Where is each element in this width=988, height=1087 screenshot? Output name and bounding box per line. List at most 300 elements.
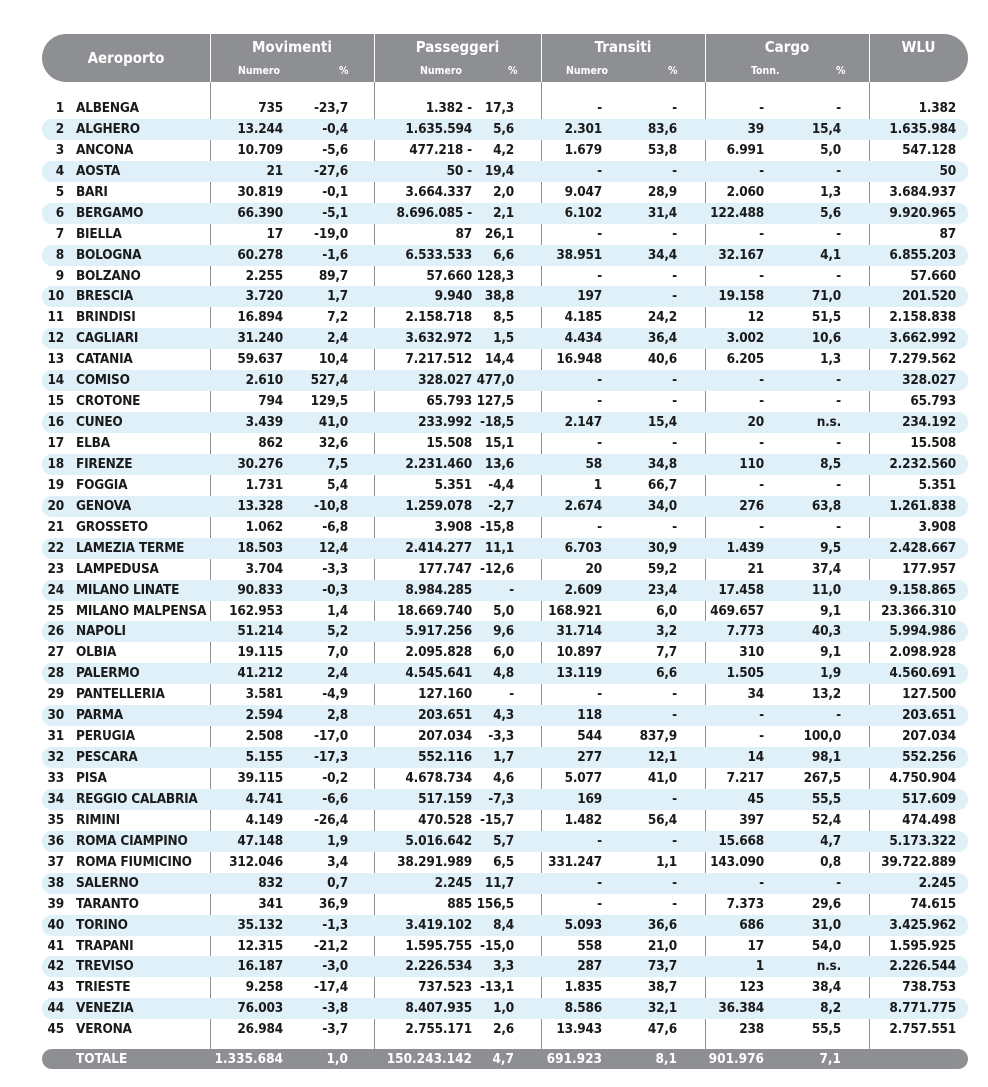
airport-name: TRAPANI — [76, 937, 134, 954]
cargo-pct: 5,6 — [820, 204, 841, 221]
transiti-pct: 34,8 — [647, 455, 677, 472]
airport-name: GROSSETO — [76, 518, 148, 535]
transiti-numero: 6.102 — [564, 204, 602, 221]
cargo-pct: 52,4 — [811, 811, 841, 828]
table-row — [42, 245, 968, 266]
table-row — [42, 852, 968, 873]
movimenti-numero: 341 — [258, 895, 283, 912]
row-number: 45 — [47, 1021, 64, 1038]
table-row — [42, 496, 968, 517]
movimenti-numero: 4.741 — [245, 790, 283, 807]
passeggeri-numero: 3.419.102 — [405, 916, 472, 933]
header-passeggeri: Passeggeri — [415, 38, 500, 56]
transiti-numero: 118 — [577, 707, 602, 724]
passeggeri-pct: 4,6 — [493, 770, 514, 786]
movimenti-numero: 18.503 — [237, 539, 283, 556]
transiti-pct: - — [672, 790, 677, 807]
movimenti-pct: -6,8 — [322, 518, 348, 535]
wlu-value: 203.651 — [902, 707, 956, 724]
table-row — [42, 266, 968, 287]
airport-name: ANCONA — [76, 141, 134, 158]
passeggeri-numero: 6.533.533 — [405, 246, 472, 263]
passeggeri-numero: 470.528 — [418, 811, 472, 828]
airport-name: PANTELLERIA — [76, 686, 165, 703]
passeggeri-numero: 3.664.337 — [405, 183, 472, 200]
airport-name: BIELLA — [76, 225, 122, 242]
passeggeri-pct: -15,0 — [479, 937, 514, 954]
cargo-pct: 100,0 — [803, 728, 841, 745]
wlu-value: 547.128 — [902, 141, 956, 158]
row-number: 38 — [47, 874, 64, 891]
cargo-tonn: - — [759, 225, 764, 242]
transiti-numero: 1.679 — [564, 141, 602, 158]
row-number: 34 — [47, 790, 64, 807]
passeggeri-pct: -2,7 — [488, 497, 514, 514]
passeggeri-numero: 2.095.828 — [405, 644, 472, 661]
transiti-numero: - — [597, 518, 602, 535]
row-number: 8 — [55, 246, 64, 263]
cargo-pct: 51,5 — [811, 309, 841, 326]
transiti-pct: 59,2 — [647, 560, 677, 577]
movimenti-numero: 41.212 — [237, 665, 283, 682]
transiti-numero: 5.093 — [564, 916, 602, 933]
airport-name: LAMPEDUSA — [76, 560, 159, 577]
table-row — [42, 538, 968, 559]
transiti-numero: 558 — [577, 937, 602, 954]
transiti-numero: 1.835 — [564, 979, 602, 996]
movimenti-numero: 5.155 — [245, 749, 283, 766]
row-number: 17 — [47, 435, 64, 451]
wlu-value: 1.595.925 — [889, 937, 956, 954]
row-number: 33 — [47, 770, 64, 786]
airport-name: TRIESTE — [76, 979, 131, 996]
passeggeri-numero: 3.632.972 — [405, 330, 472, 347]
cargo-tonn: - — [759, 874, 764, 891]
row-number: 4 — [55, 162, 64, 179]
movimenti-pct: -21,2 — [313, 937, 348, 954]
wlu-value: 2.158.838 — [889, 309, 956, 326]
cargo-tonn: - — [759, 707, 764, 724]
transiti-pct: 47,6 — [647, 1021, 677, 1038]
airport-name: BOLZANO — [76, 267, 141, 284]
cargo-pct: - — [836, 162, 841, 179]
wlu-value: 2.757.551 — [889, 1021, 956, 1038]
header-wlu: WLU — [901, 38, 936, 56]
cargo-pct: 55,5 — [811, 1021, 841, 1038]
passeggeri-numero: 5.016.642 — [405, 832, 472, 849]
row-number: 21 — [47, 518, 64, 535]
transiti-pct: 53,8 — [647, 141, 677, 158]
subheader-cargo-pct: % — [836, 65, 846, 77]
cargo-tonn: 36.384 — [718, 1000, 764, 1017]
passeggeri-pct: 5,6 — [493, 120, 514, 137]
row-number: 9 — [55, 267, 64, 284]
subheader-cargo-tonn: Tonn. — [751, 65, 780, 77]
passeggeri-pct: 2,0 — [493, 183, 514, 200]
passeggeri-pct: 6,6 — [493, 246, 514, 263]
cargo-tonn: 34 — [747, 686, 764, 703]
airport-name: ELBA — [76, 435, 110, 451]
subheader-trans-numero: Numero — [566, 65, 609, 77]
passeggeri-numero: 8.696.085 - — [396, 204, 472, 221]
airport-stats-table — [42, 34, 968, 1067]
cargo-pct: 63,8 — [811, 497, 841, 514]
movimenti-pct: -23,7 — [313, 100, 348, 116]
transiti-numero: 13.119 — [556, 665, 602, 682]
table-row — [42, 894, 968, 915]
cargo-tonn: 17 — [747, 937, 764, 954]
airport-name: TREVISO — [76, 958, 134, 975]
airport-name: BOLOGNA — [76, 246, 142, 263]
row-number: 3 — [55, 141, 64, 158]
table-row — [42, 956, 968, 977]
movimenti-pct: 89,7 — [318, 267, 348, 284]
cargo-pct: 9,5 — [820, 539, 841, 556]
airport-name: BRESCIA — [76, 288, 134, 305]
airport-name: PERUGIA — [76, 728, 135, 745]
table-row — [42, 726, 968, 747]
wlu-value: 7.279.562 — [889, 351, 956, 368]
table-row — [42, 224, 968, 245]
movimenti-pct: 2,8 — [327, 707, 348, 724]
passeggeri-pct: 6,0 — [493, 644, 514, 661]
row-number: 36 — [47, 832, 64, 849]
cargo-tonn: 7.373 — [726, 895, 764, 912]
transiti-numero: 16.948 — [556, 351, 602, 368]
transiti-numero: - — [597, 874, 602, 891]
passeggeri-numero: 233.992 — [418, 414, 472, 431]
cargo-pct: 37,4 — [811, 560, 841, 577]
transiti-pct: - — [672, 518, 677, 535]
movimenti-pct: 7,0 — [327, 644, 348, 661]
table-row — [42, 517, 968, 538]
passeggeri-pct: 156,5 — [476, 895, 514, 912]
row-number: 24 — [47, 581, 64, 598]
passeggeri-numero: 50 - — [446, 162, 472, 179]
airport-name: OLBIA — [76, 644, 117, 661]
row-number: 18 — [47, 455, 64, 472]
cargo-pct: 71,0 — [811, 288, 841, 305]
passeggeri-numero: 207.034 — [418, 728, 472, 745]
cargo-pct: 8,2 — [820, 1000, 841, 1017]
movimenti-numero: 51.214 — [237, 623, 283, 640]
movimenti-numero: 30.819 — [237, 183, 283, 200]
transiti-numero: 2.674 — [564, 497, 602, 514]
movimenti-pct: 2,4 — [327, 330, 348, 347]
passeggeri-numero: 328.027 — [418, 372, 472, 389]
transiti-numero: 2.301 — [564, 120, 602, 137]
transiti-pct: 38,7 — [647, 979, 677, 996]
airport-name: ROMA CIAMPINO — [76, 832, 188, 849]
transiti-pct: - — [672, 832, 677, 849]
airport-name: VENEZIA — [76, 1000, 134, 1017]
movimenti-numero: 66.390 — [237, 204, 283, 221]
wlu-value: 1.261.838 — [889, 497, 956, 514]
passeggeri-pct: - — [509, 581, 514, 598]
movimenti-numero: 735 — [258, 100, 283, 116]
cargo-tonn: 143.090 — [710, 853, 764, 870]
transiti-pct: 34,4 — [647, 246, 677, 263]
passeggeri-pct: - — [509, 686, 514, 703]
movimenti-numero: 30.276 — [237, 455, 283, 472]
transiti-pct: 73,7 — [647, 958, 677, 975]
wlu-value: 4.750.904 — [889, 770, 956, 786]
passeggeri-numero: 517.159 — [418, 790, 472, 807]
table-row — [42, 328, 968, 349]
cargo-pct: - — [836, 393, 841, 410]
movimenti-numero: 26.984 — [237, 1021, 283, 1038]
cargo-pct: - — [836, 100, 841, 116]
movimenti-numero: 60.278 — [237, 246, 283, 263]
cargo-tonn: 2.060 — [726, 183, 764, 200]
movimenti-pct: -0,3 — [322, 581, 348, 598]
totale-label: TOTALE — [76, 1051, 128, 1067]
movimenti-pct: 7,2 — [327, 309, 348, 326]
movimenti-pct: 1,9 — [327, 832, 348, 849]
table-row — [42, 161, 968, 182]
airport-name: BRINDISI — [76, 309, 136, 326]
cargo-tonn: - — [759, 100, 764, 116]
cargo-tonn: 469.657 — [710, 602, 764, 619]
cargo-tonn: 32.167 — [718, 246, 764, 263]
transiti-numero: 4.185 — [564, 309, 602, 326]
wlu-value: 87 — [939, 225, 956, 242]
table-row — [42, 98, 968, 119]
passeggeri-numero: 87 — [455, 225, 472, 242]
movimenti-pct: -0,2 — [322, 770, 348, 786]
airport-name: BARI — [76, 183, 108, 200]
passeggeri-pct: -15,7 — [479, 811, 514, 828]
transiti-pct: 41,0 — [647, 770, 677, 786]
passeggeri-numero: 1.595.755 — [405, 937, 472, 954]
cargo-tonn: - — [759, 518, 764, 535]
movimenti-pct: 12,4 — [318, 539, 348, 556]
row-number: 25 — [47, 602, 64, 619]
passeggeri-pct: 6,5 — [493, 853, 514, 870]
passeggeri-pct: 5,7 — [493, 832, 514, 849]
transiti-numero: 6.703 — [564, 539, 602, 556]
wlu-value: 15.508 — [910, 435, 956, 451]
row-number: 20 — [47, 497, 64, 514]
cargo-pct: 38,4 — [811, 979, 841, 996]
movimenti-numero: 2.508 — [245, 728, 283, 745]
passeggeri-pct: 2,6 — [493, 1021, 514, 1038]
airport-name: ALBENGA — [76, 100, 139, 116]
airport-name: ALGHERO — [76, 120, 140, 137]
movimenti-pct: 41,0 — [318, 414, 348, 431]
row-number: 27 — [47, 644, 64, 661]
movimenti-pct: -17,3 — [313, 749, 348, 766]
transiti-pct: 31,4 — [647, 204, 677, 221]
transiti-numero: 331.247 — [548, 853, 602, 870]
row-number: 14 — [47, 372, 64, 389]
passeggeri-pct: 4,8 — [493, 665, 514, 682]
passeggeri-pct: -13,1 — [479, 979, 514, 996]
transiti-numero: 10.897 — [556, 644, 602, 661]
passeggeri-pct: 128,3 — [476, 267, 514, 284]
movimenti-pct: -4,9 — [322, 686, 348, 703]
movimenti-pct: 32,6 — [318, 435, 348, 451]
passeggeri-pct: -12,6 — [479, 560, 514, 577]
row-number: 13 — [47, 351, 64, 368]
passeggeri-pct: 1,5 — [493, 330, 514, 347]
header-movimenti: Movimenti — [251, 38, 333, 56]
movimenti-pct: -10,8 — [313, 497, 348, 514]
cargo-tonn: 12 — [747, 309, 764, 326]
transiti-numero: - — [597, 162, 602, 179]
row-number: 5 — [55, 183, 64, 200]
airport-name: RIMINI — [76, 811, 120, 828]
passeggeri-pct: 11,7 — [484, 874, 514, 891]
movimenti-pct: -3,7 — [322, 1021, 348, 1038]
transiti-numero: 38.951 — [556, 246, 602, 263]
movimenti-pct: -0,4 — [322, 120, 348, 137]
movimenti-numero: 12.315 — [237, 937, 283, 954]
passeggeri-numero: 2.414.277 — [405, 539, 472, 556]
transiti-numero: - — [597, 686, 602, 703]
table-row — [42, 810, 968, 831]
passeggeri-pct: 4,2 — [493, 141, 514, 158]
table-row — [42, 768, 968, 789]
cargo-tonn: 6.991 — [726, 141, 764, 158]
movimenti-numero: 13.244 — [237, 120, 283, 137]
cargo-pct: 9,1 — [820, 602, 841, 619]
passeggeri-pct: -15,8 — [479, 518, 514, 535]
cargo-pct: 55,5 — [811, 790, 841, 807]
cargo-pct: 8,5 — [820, 455, 841, 472]
movimenti-pct: -19,0 — [313, 225, 348, 242]
airport-name: CATANIA — [76, 351, 133, 368]
wlu-value: 201.520 — [902, 288, 956, 305]
cargo-tonn: 1 — [755, 958, 764, 975]
movimenti-pct: 0,7 — [327, 874, 348, 891]
transiti-numero: 31.714 — [556, 623, 602, 640]
table-row — [42, 391, 968, 412]
passeggeri-pct: 4,3 — [493, 707, 514, 724]
subheader-mov-numero: Numero — [238, 65, 281, 77]
movimenti-numero: 4.149 — [245, 811, 283, 828]
transiti-pct: - — [672, 393, 677, 410]
passeggeri-pct: 477,0 — [476, 372, 514, 389]
transiti-pct: - — [672, 707, 677, 724]
cargo-tonn: 238 — [739, 1021, 764, 1038]
passeggeri-pct: 8,5 — [493, 309, 514, 326]
transiti-pct: 12,1 — [647, 749, 677, 766]
table-row — [42, 475, 968, 496]
passeggeri-numero: 127.160 — [418, 686, 472, 703]
passeggeri-pct: 17,3 — [484, 100, 514, 116]
table-row — [42, 559, 968, 580]
table-body — [42, 98, 968, 1040]
movimenti-pct: 3,4 — [327, 853, 348, 870]
transiti-pct: 1,1 — [656, 853, 677, 870]
cargo-pct: 267,5 — [803, 770, 841, 786]
wlu-value: 1.382 — [918, 100, 956, 116]
cargo-tonn: 123 — [739, 979, 764, 996]
airport-name: GENOVA — [76, 497, 132, 514]
wlu-value: 2.098.928 — [889, 644, 956, 661]
transiti-numero: 1 — [593, 476, 602, 493]
row-number: 6 — [55, 204, 64, 221]
row-number: 42 — [47, 958, 64, 975]
airport-name: PARMA — [76, 707, 123, 724]
transiti-pct: 6,0 — [656, 602, 677, 619]
transiti-pct: - — [672, 895, 677, 912]
movimenti-pct: -3,3 — [322, 560, 348, 577]
movimenti-pct: 36,9 — [318, 895, 348, 912]
table-row — [42, 789, 968, 810]
movimenti-pct: 2,4 — [327, 665, 348, 682]
transiti-numero: 169 — [577, 790, 602, 807]
airport-name: PALERMO — [76, 665, 140, 682]
transiti-numero: 197 — [577, 288, 602, 305]
wlu-value: 2.245 — [918, 874, 956, 891]
row-number: 22 — [47, 539, 64, 556]
totale-mov-pct: 1,0 — [326, 1051, 348, 1067]
passeggeri-numero: 737.523 — [418, 979, 472, 996]
row-number: 19 — [47, 476, 64, 493]
totale-pass-num: 150.243.142 — [386, 1051, 472, 1067]
passeggeri-numero: 2.226.534 — [405, 958, 472, 975]
passeggeri-pct: 8,4 — [493, 916, 514, 933]
cargo-pct: - — [836, 874, 841, 891]
movimenti-pct: 527,4 — [310, 372, 348, 389]
cargo-tonn: 1.439 — [726, 539, 764, 556]
header-transiti: Transiti — [594, 38, 652, 56]
cargo-pct: 1,3 — [820, 351, 841, 368]
wlu-value: 6.855.203 — [889, 246, 956, 263]
wlu-value: 5.351 — [918, 476, 956, 493]
transiti-pct: 30,9 — [647, 539, 677, 556]
wlu-value: 50 — [939, 162, 956, 179]
movimenti-pct: 1,7 — [327, 288, 348, 305]
cargo-pct: 4,7 — [820, 832, 841, 849]
movimenti-numero: 19.115 — [237, 644, 283, 661]
cargo-tonn: 7.217 — [726, 770, 764, 786]
wlu-value: 3.908 — [918, 518, 956, 535]
movimenti-numero: 31.240 — [237, 330, 283, 347]
wlu-value: 9.158.865 — [889, 581, 956, 598]
movimenti-numero: 2.610 — [245, 372, 283, 389]
wlu-value: 74.615 — [910, 895, 956, 912]
transiti-numero: 13.943 — [556, 1021, 602, 1038]
table-row — [42, 915, 968, 936]
transiti-pct: - — [672, 372, 677, 389]
transiti-pct: 56,4 — [647, 811, 677, 828]
row-number: 35 — [47, 811, 64, 828]
transiti-numero: 58 — [585, 455, 602, 472]
airport-name: FIRENZE — [76, 455, 133, 472]
movimenti-numero: 2.594 — [245, 707, 283, 724]
passeggeri-numero: 552.116 — [418, 749, 472, 766]
cargo-pct: - — [836, 476, 841, 493]
wlu-value: 57.660 — [910, 267, 956, 284]
transiti-numero: 1.482 — [564, 811, 602, 828]
passeggeri-numero: 7.217.512 — [405, 351, 472, 368]
table-row — [42, 307, 968, 328]
movimenti-numero: 1.731 — [245, 476, 283, 493]
passeggeri-pct: -7,3 — [488, 790, 514, 807]
cargo-pct: - — [836, 267, 841, 284]
cargo-tonn: - — [759, 476, 764, 493]
wlu-value: 2.428.667 — [889, 539, 956, 556]
passeggeri-pct: 11,1 — [484, 539, 514, 556]
movimenti-numero: 9.258 — [245, 979, 283, 996]
wlu-value: 65.793 — [910, 393, 956, 410]
wlu-value: 5.994.986 — [889, 623, 956, 640]
row-number: 11 — [47, 309, 64, 326]
wlu-value: 3.684.937 — [889, 183, 956, 200]
